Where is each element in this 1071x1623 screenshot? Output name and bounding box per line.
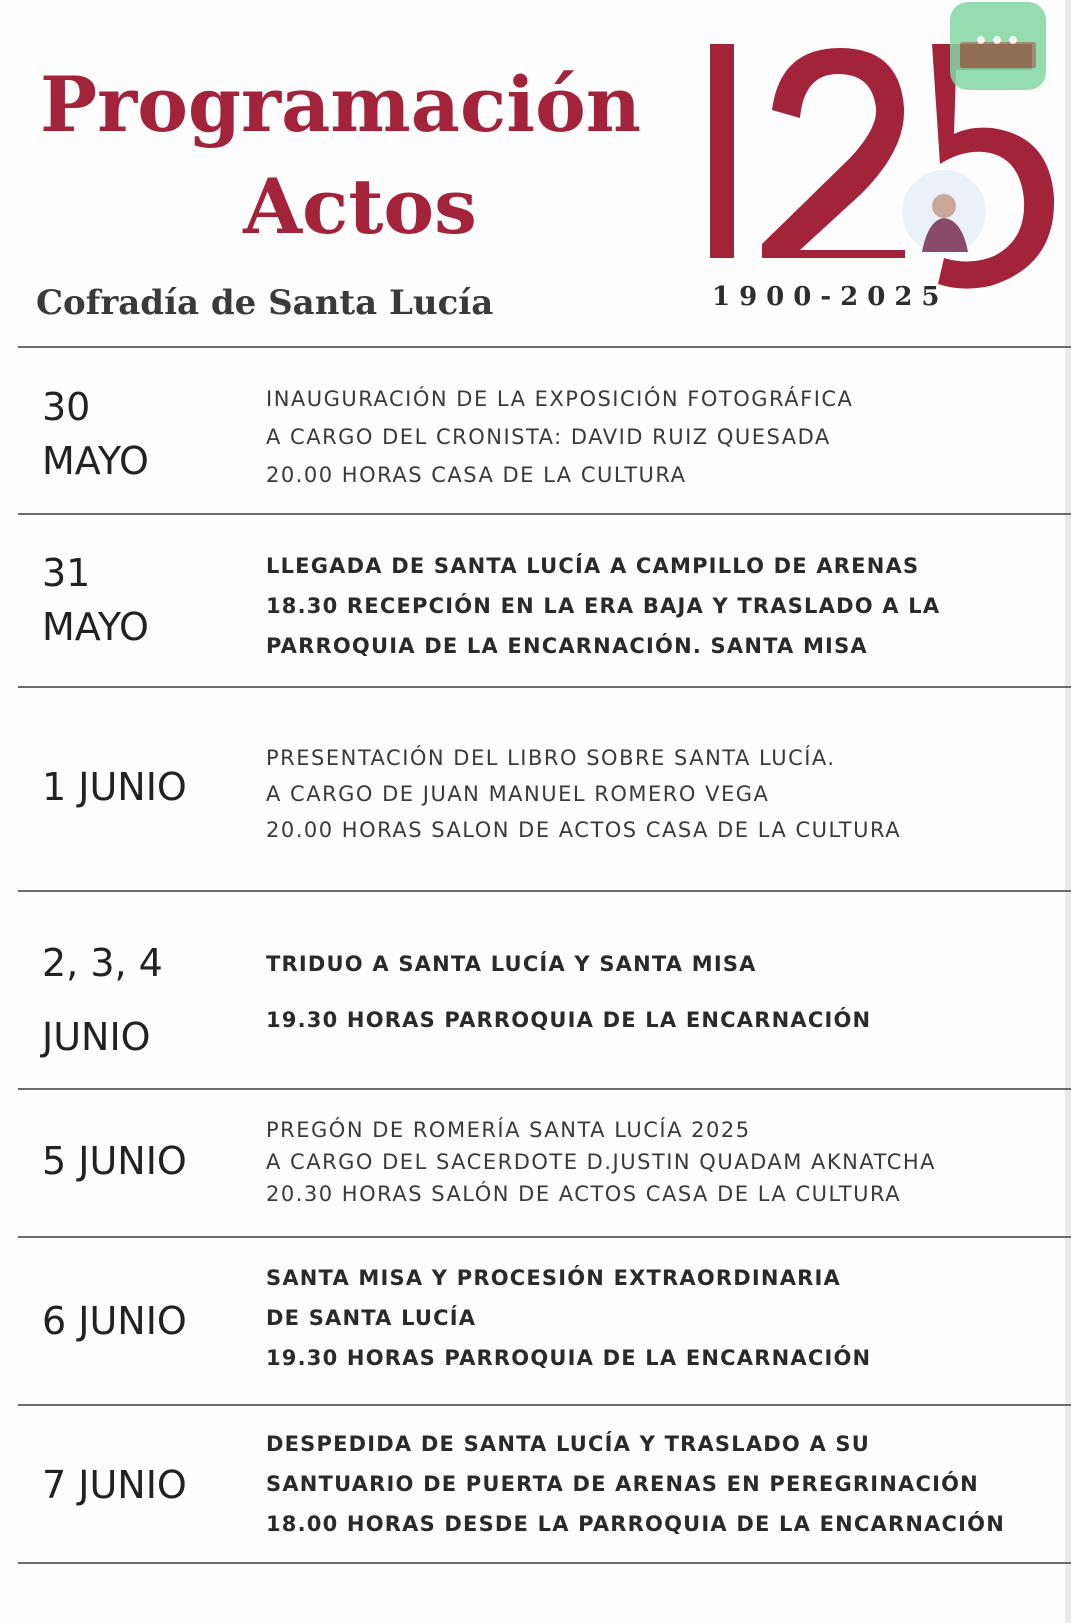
event-description <box>266 546 1066 666</box>
event-line: 19.30 HORAS PARROQUIA DE LA ENCARNACIÓN <box>266 1346 872 1370</box>
title-line-2: Actos <box>243 162 477 251</box>
event-line: PREGÓN DE ROMERÍA SANTA LUCÍA 2025 <box>266 1118 751 1142</box>
event-line: A CARGO DEL SACERDOTE D.JUSTIN QUADAM AKNATCHA <box>266 1150 937 1174</box>
event-date: 30 MAYO <box>42 385 149 483</box>
divider <box>18 686 1071 688</box>
divider <box>18 346 1071 348</box>
event-line: A CARGO DE JUAN MANUEL ROMERO VEGA <box>266 782 770 806</box>
more-dots-icon: ••• <box>973 29 1023 54</box>
divider <box>18 1236 1071 1238</box>
event-description <box>266 740 1066 848</box>
divider <box>18 1088 1071 1090</box>
event-line: 20.30 HORAS SALÓN DE ACTOS CASA DE LA CULTURA <box>266 1182 902 1206</box>
cofradia-subtitle: Cofradía de Santa Lucía <box>36 283 494 323</box>
divider <box>18 513 1071 515</box>
event-line: SANTA MISA Y PROCESIÓN EXTRAORDINARIA <box>266 1266 841 1290</box>
event-line: 19.30 HORAS PARROQUIA DE LA ENCARNACIÓN <box>266 1008 872 1032</box>
event-line: 20.00 HORAS CASA DE LA CULTURA <box>266 463 687 487</box>
divider <box>18 1562 1071 1564</box>
years-range: 1900-2025 <box>712 282 949 312</box>
event-line: INAUGURACIÓN DE LA EXPOSICIÓN FOTOGRÁFICA <box>266 387 854 411</box>
event-line: 18.00 HORAS DESDE LA PARROQUIA DE LA ENCARNACIÓN <box>266 1512 1006 1536</box>
title-line-1: Programación <box>40 60 642 149</box>
event-line: DESPEDIDA DE SANTA LUCÍA Y TRASLADO A SU <box>266 1432 871 1456</box>
divider <box>18 890 1071 892</box>
event-description <box>266 1258 1066 1378</box>
event-line: LLEGADA DE SANTA LUCÍA A CAMPILLO DE ARENAS <box>266 554 920 578</box>
event-date: 6 JUNIO <box>42 1299 187 1343</box>
divider <box>18 1404 1071 1406</box>
event-line: PARROQUIA DE LA ENCARNACIÓN. SANTA MISA <box>266 634 868 658</box>
event-description <box>266 1424 1066 1544</box>
event-date: 2, 3, 4 JUNIO <box>42 941 163 1059</box>
event-description <box>266 936 1066 1048</box>
event-date: 1 JUNIO <box>42 765 187 809</box>
event-line: 18.30 RECEPCIÓN EN LA ERA BAJA Y TRASLADO A LA <box>266 594 941 618</box>
event-date: 31 MAYO <box>42 551 149 649</box>
event-line: PRESENTACIÓN DEL LIBRO SOBRE SANTA LUCÍA. <box>266 746 836 770</box>
event-line: TRIDUO A SANTA LUCÍA Y SANTA MISA <box>266 952 757 976</box>
event-date: 5 JUNIO <box>42 1139 187 1183</box>
event-line: 20.00 HORAS SALON DE ACTOS CASA DE LA CULTURA <box>266 818 902 842</box>
event-line: SANTUARIO DE PUERTA DE ARENAS EN PEREGRINACIÓN <box>266 1472 979 1496</box>
event-line: A CARGO DEL CRONISTA: DAVID RUIZ QUESADA <box>266 425 831 449</box>
event-description <box>266 380 1066 494</box>
event-date: 7 JUNIO <box>42 1463 187 1507</box>
event-line: DE SANTA LUCÍA <box>266 1306 477 1330</box>
event-description <box>266 1114 1066 1210</box>
